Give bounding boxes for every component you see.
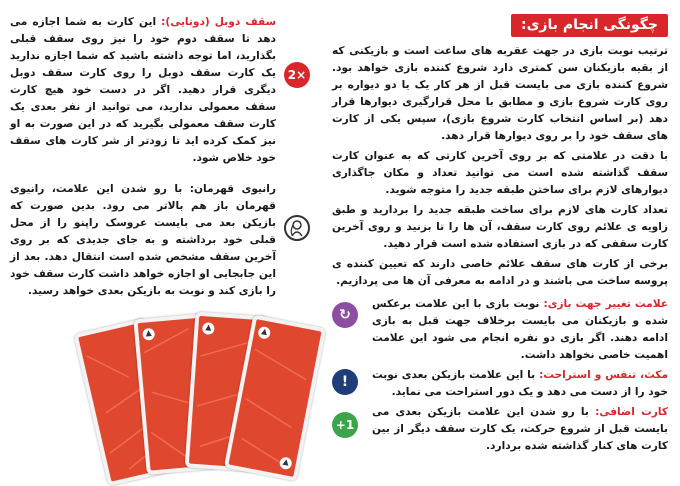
reverse-direction-icon [332, 302, 358, 328]
rule-hero-rapunzel-text [10, 181, 276, 300]
rule-hero-rapunzel-body: با رو شدن این علامت، رانیوی قهرمان باز هم بالاتر می رود. بدین صورت که بازیکن بعد می بایست عروسک راپنو را از محل قبلی خود برداشته و به جای جدیدی که بر روی آخرین سقف مشخص شده است انتقال دهد. بعد از این جابجایی او اجازه خواهد داشت کارت سقف خود را بازی کند و نوبت به بازیکن بعدی خواهد رسید. [10, 183, 276, 297]
rule-double-roof-body: این کارت به شما اجازه می دهد تا سقف دوم خود را نیز روی سقف قبلی بگذارید، اما توجه داشته باشید که شما اجازه ندارید یک کارت سقف دوبل را روی کارت سقف دوبل دیگری قرار دهید. اگر در دست خود هیچ کارت سقف معمولی ندارید، می توانید از نفر بعدی یک کارت سقف معمولی بگیرید که در این صورت به او نیز کمک کرده اید تا زودتر از شر کارت های سقف خود خلاص شود. [10, 16, 276, 164]
rule-reverse-body: نوبت بازی با این علامت برعکس شده و بازیکنان می بایست برخلاف جهت قبل به بازی ادامه دهند. اگر بازی دو نفره انجام می شود این علامت اهمیت خاصی نخواهد داشت. [372, 298, 668, 361]
reverse-direction-glyph: ↻ [339, 307, 351, 323]
rule-reverse [332, 296, 668, 364]
rule-extra-card-body: با رو شدن این علامت بازیکن بعدی می بایست قبل از شروع حرکت، یک کارت سقف دیگر از بین کارت های کنار گذاشته شده بردارد. [372, 406, 668, 452]
rule-extra-card-title: کارت اضافی: [595, 406, 669, 418]
rule-hero-rapunzel-title: رانیوی قهرمان: [189, 183, 276, 195]
rule-pause-text [372, 367, 668, 401]
walls-paragraph: تعداد کارت های لازم برای ساخت طبقه جدید را بردارید و طبق زاویه ی علائم روی کارت سقف، آن ها را تا بزنید و روی آخرین کارت سقفی که در بازی استفاده شده است قرار دهید. [332, 204, 668, 250]
pause-glyph: ! [341, 374, 349, 390]
rule-extra-card-text [372, 404, 668, 455]
roof-cards-illustration [88, 310, 318, 478]
double-roof-icon [284, 62, 310, 88]
special-signs-paragraph: برخی از کارت های سقف علائم خاصی دارند که تعیین کننده ی پروسه ساخت می باشند و در ادامه به معرفی آن ها می پردازیم. [332, 258, 668, 287]
double-roof-glyph: 2× [287, 68, 307, 82]
rule-reverse-text [372, 296, 668, 364]
rule-double-roof-text [10, 14, 276, 167]
rule-extra-card [332, 404, 668, 455]
rule-reverse-title: علامت تغییر جهت بازی: [543, 298, 668, 310]
rule-hero-rapunzel [10, 181, 310, 300]
rule-pause [332, 367, 668, 401]
hero-rapunzel-icon [284, 215, 310, 241]
roof-sign-paragraph: با دقت در علامتی که بر روی آخرین کارتی که به عنوان کارت سقف گذاشته شده است می توانید تعداد و مکان جاگذاری دیوارهای لازم برای ساختن طبقه جدید را متوجه شوید. [332, 150, 668, 196]
rule-double-roof [10, 14, 310, 167]
rule-pause-title: مکث، تنفس و استراحت: [539, 369, 668, 381]
rule-pause-body: با این علامت بازیکن بعدی نوبت خود را از دست می دهد و یک دور استراحت می نماید. [372, 369, 668, 398]
gameplay-section [332, 14, 668, 458]
intro-paragraph: ترتیب نوبت بازی در جهت عقربه های ساعت است و بازیکنی که از بقیه بازیکنان سن کمتری دارد شروع کننده بازی خواهد بود. شروع کننده بازی می بایست قبل از هر کار یک یا دو دیواره بر روی کارت شروع بازی و مطابق با محل قرارگیری دیوارها قرار دهد (بر اساس انتخاب کارت شروع بازی)، سپس یکی از کارت های سقف خود را بر روی دیوارها قرار دهد. [332, 45, 668, 142]
plus-one-glyph: +1 [335, 418, 355, 432]
plus-one-icon [332, 412, 358, 438]
special-cards-section [10, 14, 310, 303]
rapunzel-figure-icon [286, 217, 308, 239]
pause-icon [332, 369, 358, 395]
rule-double-roof-title: سقف دوبل (دوتایی): [161, 16, 276, 28]
section-heading: چگونگی انجام بازی: [511, 14, 668, 37]
